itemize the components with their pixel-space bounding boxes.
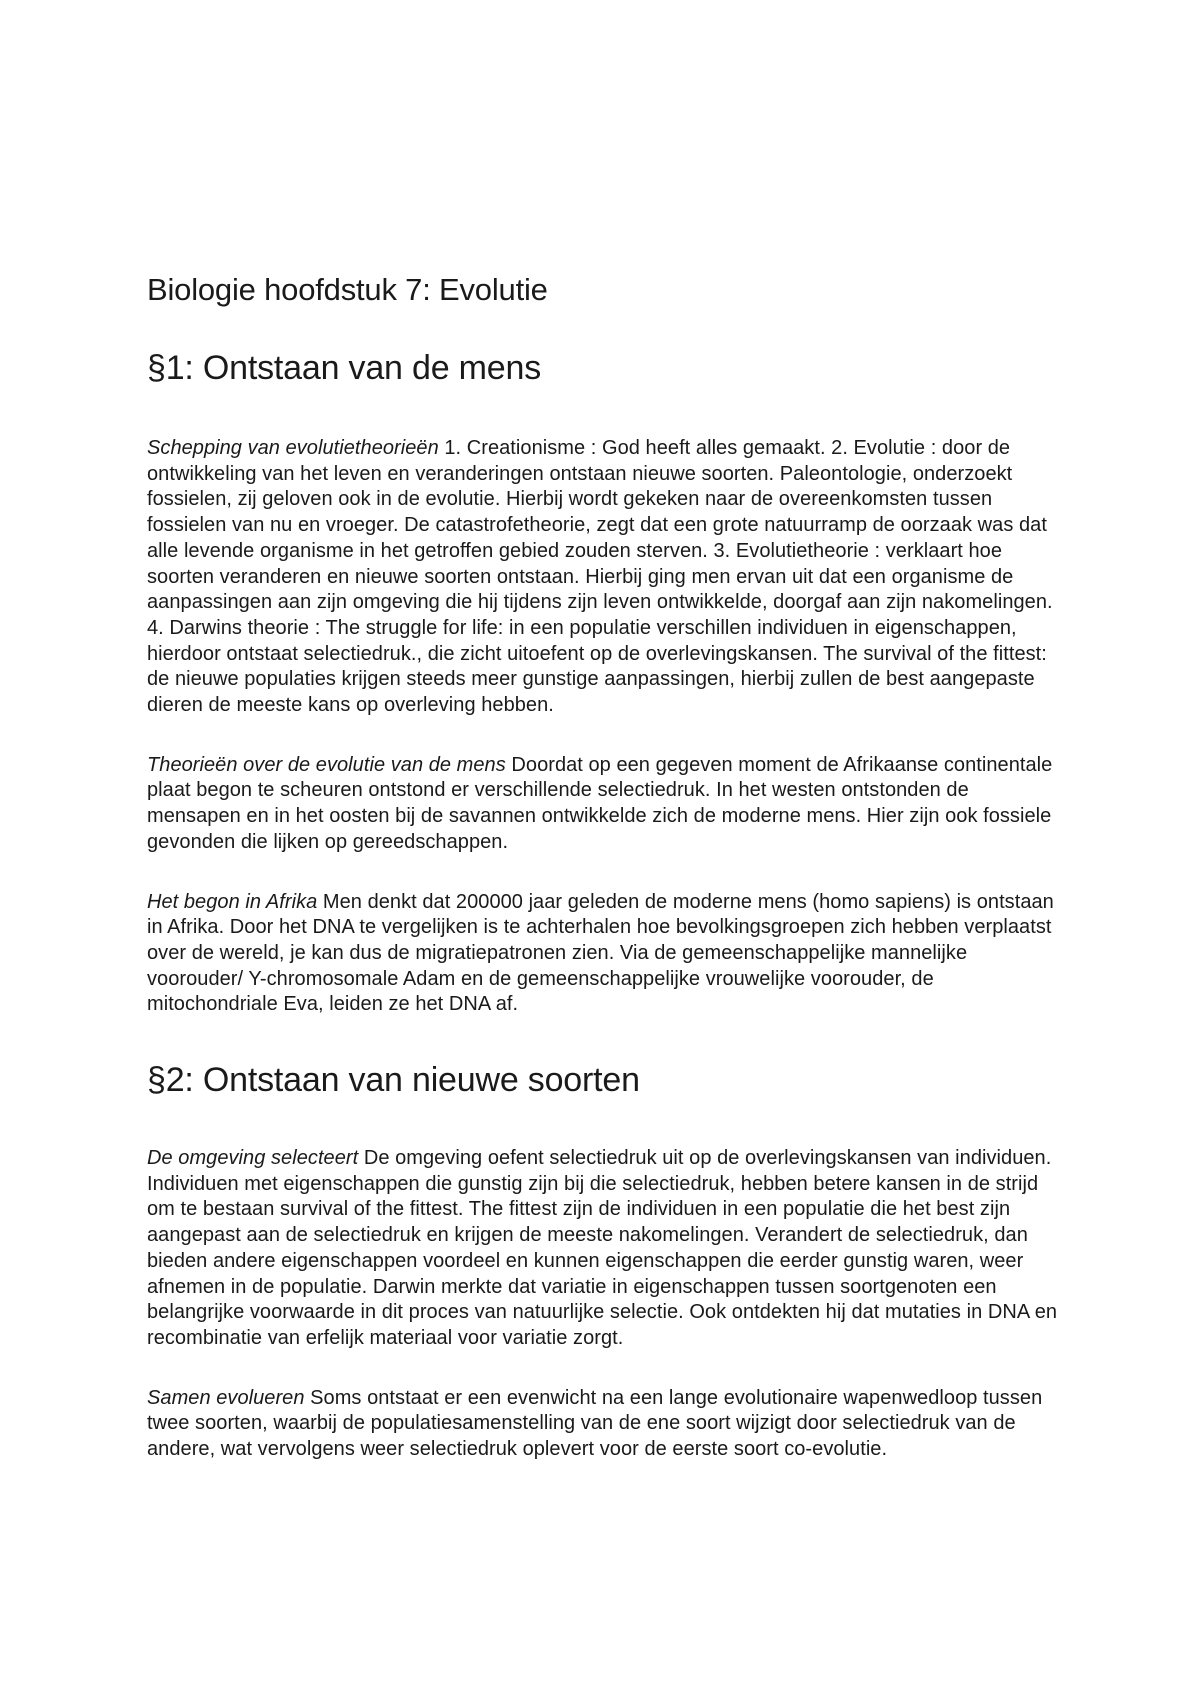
document-body [147, 270, 1067, 1463]
paragraph-lead: Samen evolueren [147, 1386, 305, 1409]
paragraph-lead: Theorieën over de evolutie van de mens [147, 753, 506, 776]
paragraph-lead: Schepping van evolutietheorieën [147, 437, 439, 459]
paragraph-text: Doordat op een gegeven moment de Afrikaanse continentale plaat begon te scheuren ontstond er verschillende selectiedruk. In het westen ontstonden de mensapen en in het oosten bij de savannen ontwikkelde zich de moderne mens. Hier zijn ook fossiele gevonden die lijken op gereedschappen. [147, 753, 1053, 853]
document-title: Biologie hoofdstuk 7: Evolutie [147, 272, 548, 307]
paragraph-lead: Het begon in Afrika [147, 890, 318, 913]
paragraph-text: Men denkt dat 200000 jaar geleden de moderne mens (homo sapiens) is ontstaan in Afrika. Door het DNA te vergelijken is te achterhalen hoe bevolkingsgroepen zich hebben verplaatst over de wereld, je kan dus de migratiepatronen zien. Via de gemeenschappelijke mannelijke voorouder/ Y-chromosomale Adam en de gemeenschappelijke vrouwelijke voorouder, de mitochondriale Eva, leiden ze het DNA af. [147, 890, 1054, 1016]
paragraph-text: De omgeving oefent selectiedruk uit op de overlevingskansen van individuen. Individuen met eigenschappen die gunstig zijn bij die selectiedruk, hebben betere kansen in de strijd om te bestaan survival of the fittest. The fittest zijn de individuen in een populatie die het best zijn aangepast aan de selectiedruk en krijgen de meeste nakomelingen. Verandert de selectiedruk, dan bieden andere eigenschappen voordeel en kunnen eigenschappen die eerder gunstig waren, weer afnemen in de populatie. Darwin merkte dat variatie in eigenschappen tussen soortgenoten een belangrijke voorwaarde in dit proces van natuurlijke selectie. Ook ontdekten hij dat mutaties in DNA en recombinatie van erfelijk materiaal voor variatie zorgt. [147, 1147, 1058, 1349]
paragraph-de-omgeving-selecteert [147, 1146, 1067, 1352]
paragraph-lead: De omgeving selecteert [147, 1147, 359, 1170]
paragraph-theorieen-over-evolutie [147, 753, 1067, 856]
paragraph-text: 1. Creationisme : God heeft alles gemaakt. 2. Evolutie : door de ontwikkeling van het leven en veranderingen ontstaan nieuwe soorten. Paleontologie, onderzoekt fossielen, zij geloven ook in de evolutie. Hierbij wordt gekeken naar de overeenkomsten tussen fossielen van nu en vroeger. De catastrofetheorie, zegt dat een grote natuurramp de oorzaak was dat alle levende organisme in het getroffen gebied zouden sterven. 3. Evolutietheorie : verklaart hoe soorten veranderen en nieuwe soorten ontstaan. Hierbij ging men ervan uit dat een organisme de aanpassingen aan zijn omgeving die hij tijdens zijn leven ontwikkelde, doorgaf aan zijn nakomelingen. 4. Darwins theorie : The struggle for life: in een populatie verschillen individuen in eigenschappen, hierdoor ontstaat selectiedruk., die zicht uitoefent op de overlevingskansen. The survival of the fittest: de nieuwe populaties krijgen steeds meer gunstige aanpassingen, hierbij zullen de best aangepaste dieren de meeste kans op overleving hebben. [147, 437, 1053, 717]
paragraph-samen-evolueren [147, 1386, 1067, 1463]
paragraph-het-begon-in-afrika [147, 890, 1067, 1019]
paragraph-text: Soms ontstaat er een evenwicht na een lange evolutionaire wapenwedloop tussen twee soorten, waarbij de populatiesamenstelling van de ene soort wijzigt door selectiedruk van de andere, wat vervolgens weer selectiedruk oplevert voor de eerste soort co-evolutie. [147, 1386, 1043, 1461]
paragraph-schepping-van-evolutietheorieen [147, 436, 1067, 719]
section-heading-1: §1: Ontstaan van de mens [147, 349, 542, 387]
section-heading-2: §2: Ontstaan van nieuwe soorten [147, 1061, 640, 1100]
